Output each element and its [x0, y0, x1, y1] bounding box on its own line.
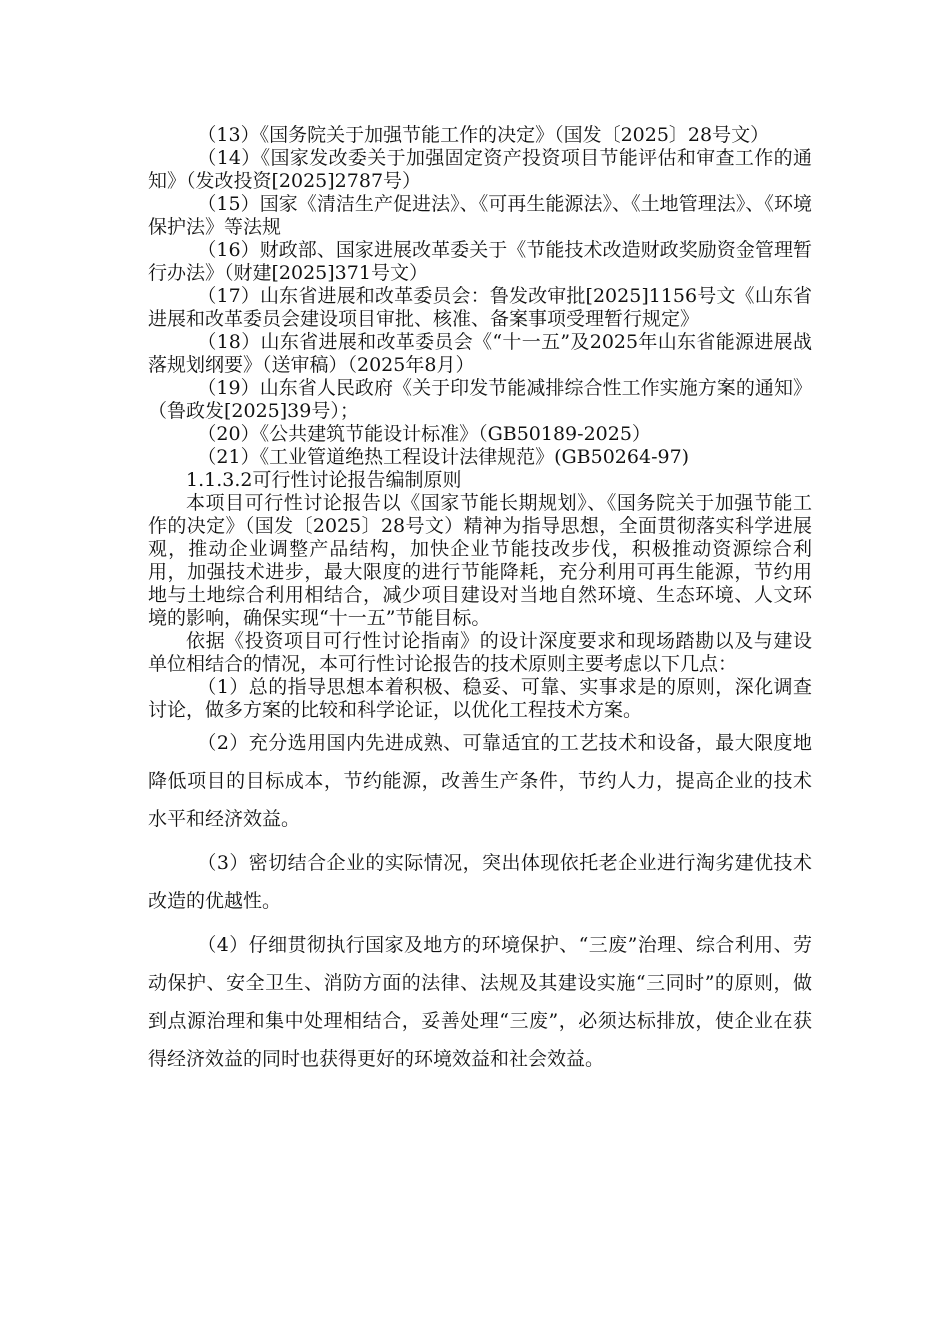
reference-item-21: （21）《工业管道绝热工程设计法律规范》(GB50264-97) — [197, 446, 690, 468]
reference-item-14: （14）《国家发改委关于加强固定资产投资项目节能评估和审查工作的通知》（发改投资[2025]2787号） — [148, 147, 812, 192]
principle-item-4: （4）仔细贯彻执行国家及地方的环境保护、“三废”治理、综合利用、劳动保护、安全卫生、消防方面的法律、法规及其建设实施“三同时”的原则，做到点源治理和集中处理相结合，妥善处理“三废”，必须达标排放，使企业在获得经济效益的同时也获得更好的环境效益和社会效益。 — [148, 934, 812, 1070]
section-heading: 1.1.3.2可行性讨论报告编制原则 — [186, 469, 462, 491]
reference-item-16: （16）财政部、国家进展改革委关于《节能技术改造财政奖励资金管理暂行办法》（财建[2025]371号文） — [148, 239, 812, 284]
principle-item-1: （1）总的指导思想本着积极、稳妥、可靠、实事求是的原则，深化调查讨论，做多方案的比较和科学论证，以优化工程技术方案。 — [148, 676, 812, 721]
reference-item-17: （17）山东省进展和改革委员会：鲁发改审批[2025]1156号文《山东省进展和改革委员会建设项目审批、核准、备案事项受理暂行规定》 — [148, 285, 812, 330]
body-paragraph: 依据《投资项目可行性讨论指南》的设计深度要求和现场踏勘以及与建设单位相结合的情况，本可行性讨论报告的技术原则主要考虑以下几点： — [148, 630, 812, 675]
reference-item-18: （18）山东省进展和改革委员会《“十一五”及2025年山东省能源进展战落规划纲要》（送审稿）（2025年8月） — [148, 331, 812, 376]
document-page — [148, 124, 812, 1078]
body-paragraph: 本项目可行性讨论报告以《国家节能长期规划》、《国务院关于加强节能工作的决定》（国发〔2025〕28号文）精神为指导思想，全面贯彻落实科学进展观，推动企业调整产品结构，加快企业节能技改步伐，积极推动资源综合利用，加强技术进步，最大限度的进行节能降耗，充分利用可再生能源，节约用地与土地综合利用相结合，减少项目建设对当地自然环境、生态环境、人文环境的影响，确保实现“十一五”节能目标。 — [148, 492, 812, 629]
reference-item-15: （15）国家《清洁生产促进法》、《可再生能源法》、《土地管理法》、《环境保护法》等法规 — [148, 193, 812, 238]
reference-item-19: （19）山东省人民政府《关于印发节能减排综合性工作实施方案的通知》（鲁政发[2025]39号）； — [148, 377, 812, 422]
reference-item-13: （13）《国务院关于加强节能工作的决定》（国发〔2025〕28号文） — [197, 124, 770, 146]
principle-item-3: （3）密切结合企业的实际情况，突出体现依托老企业进行淘劣建优技术改造的优越性。 — [148, 852, 812, 912]
principle-item-2: （2）充分选用国内先进成熟、可靠适宜的工艺技术和设备，最大限度地降低项目的目标成本，节约能源，改善生产条件，节约人力，提高企业的技术水平和经济效益。 — [148, 732, 812, 830]
reference-item-20: （20）《公共建筑节能设计标准》（GB50189-2025） — [197, 423, 651, 445]
